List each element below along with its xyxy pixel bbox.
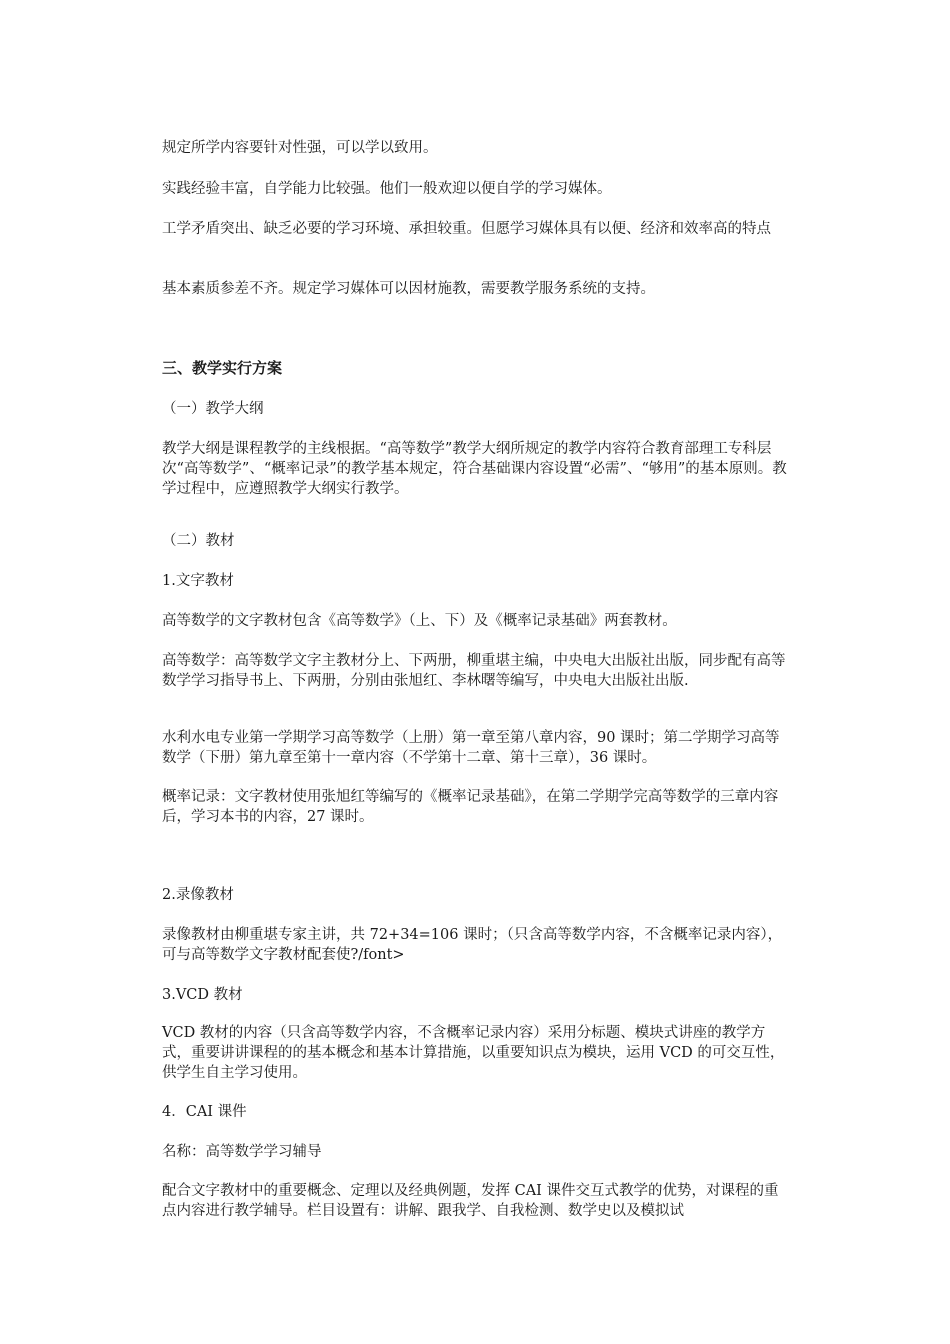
paragraph-content-requirement: 规定所学内容要针对性强，可以学以致用。 bbox=[162, 140, 438, 156]
paragraph-water-conservancy-schedule: 水利水电专业第一学期学习高等数学（上册）第一章至第八章内容，90 课时；第二学期学习高等数学（下册）第九章至第十一章内容（不学第十二章、第十三章），36 课时。 bbox=[162, 730, 780, 766]
paragraph-text-materials-intro: 高等数学的文字教材包含《高等数学》（上、下）及《概率记录基础》两套教材。 bbox=[162, 613, 677, 629]
paragraph-video-materials: 录像教材由柳重堪专家主讲，共 72+34=106 课时；（只含高等数学内容，不含概率记录内容），可与高等数学文字教材配套使?/font> bbox=[162, 927, 783, 963]
subheading-syllabus: （一）教学大纲 bbox=[162, 401, 264, 417]
paragraph-syllabus: 教学大纲是课程教学的主线根据。“高等数学”教学大纲所规定的教学内容符合教育部理工专科层次“高等数学”、“概率记录”的教学基本规定，符合基础课内容设置“必需”、“够用”的基本原则。教学过程中，应遵照教学大纲实行教学。 bbox=[162, 441, 787, 497]
item-heading-video-materials: 2.录像教材 bbox=[162, 887, 234, 903]
cai-courseware-name: 名称：高等数学学习辅导 bbox=[162, 1144, 322, 1160]
item-heading-text-materials: 1.文字教材 bbox=[162, 573, 234, 589]
item-heading-cai-courseware: 4．CAI 课件 bbox=[162, 1104, 247, 1120]
paragraph-work-study-conflict: 工学矛盾突出、缺乏必要的学习环境、承担较重。但愿学习媒体具有以便、经济和效率高的特点 bbox=[162, 221, 771, 237]
subheading-textbooks: （二）教材 bbox=[162, 533, 235, 549]
paragraph-vcd-materials: VCD 教材的内容（只含高等数学内容，不含概率记录内容）采用分标题、模块式讲座的教学方式，重要讲讲课程的的基本概念和基本计算措施，以重要知识点为模块，运用 VCD 的可交互性，供学生自主学习使用。 bbox=[162, 1025, 785, 1081]
paragraph-cai-courseware: 配合文字教材中的重要概念、定理以及经典例题，发挥 CAI 课件交互式教学的优势，对课程的重点内容进行教学辅导。栏目设置有：讲解、跟我学、自我检测、数学史以及模拟试 bbox=[162, 1183, 779, 1219]
paragraph-practice-experience: 实践经验丰富，自学能力比较强。他们一般欢迎以便自学的学习媒体。 bbox=[162, 181, 612, 197]
paragraph-probability-statistics: 概率记录：文字教材使用张旭红等编写的《概率记录基础》，在第二学期学完高等数学的三章内容后，学习本书的内容，27 课时。 bbox=[162, 789, 779, 825]
paragraph-advanced-math-books: 高等数学：高等数学文字主教材分上、下两册，柳重堪主编，中央电大出版社出版，同步配有高等数学学习指导书上、下两册，分别由张旭红、李林曙等编写，中央电大出版社出版. bbox=[162, 653, 786, 689]
item-heading-vcd-materials: 3.VCD 教材 bbox=[162, 987, 243, 1003]
section-heading-teaching-plan: 三、教学实行方案 bbox=[162, 359, 283, 377]
paragraph-basic-quality: 基本素质参差不齐。规定学习媒体可以因材施教，需要教学服务系统的支持。 bbox=[162, 281, 655, 297]
